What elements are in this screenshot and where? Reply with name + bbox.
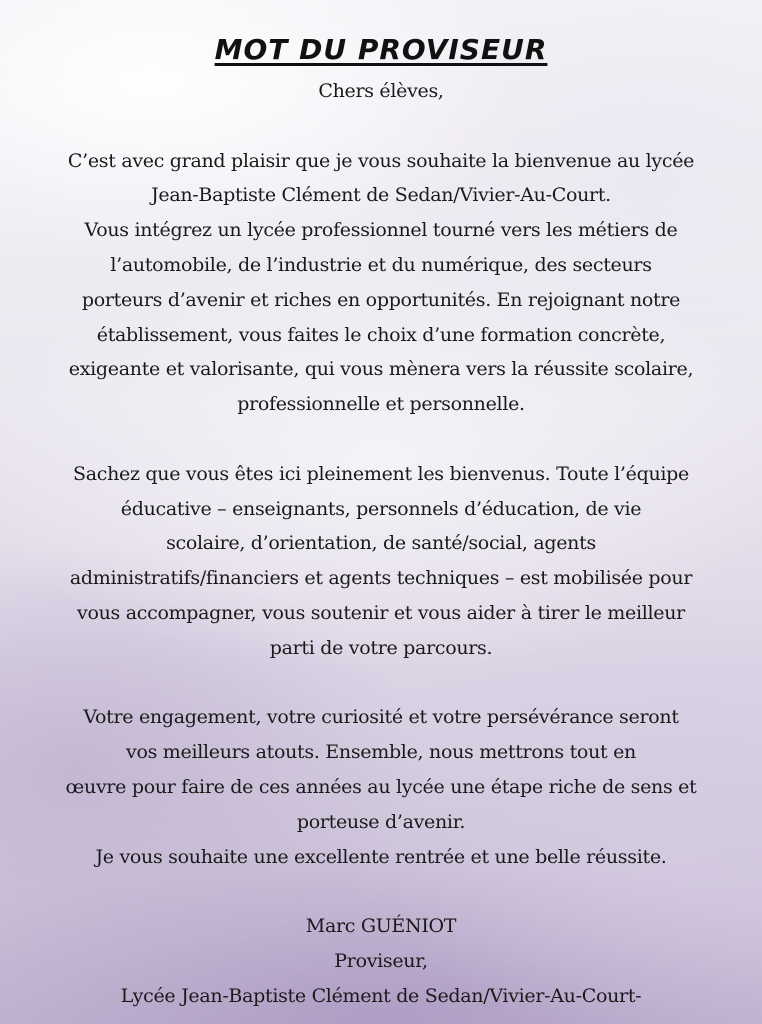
paragraph-line: parti de votre parcours. — [269, 636, 493, 659]
paragraph-gap — [14, 874, 748, 909]
paragraph-line: scolaire, d’orientation, de santé/social, agents — [166, 532, 596, 555]
paragraph-line: l’automobile, de l’industrie et du numérique, des secteurs — [110, 253, 652, 276]
paragraph-line: Vous intégrez un lycée professionnel tourné vers les métiers de — [84, 219, 678, 242]
signature-school: Lycée Jean-Baptiste Clément de Sedan/Vivier-Au-Court- — [120, 984, 642, 1007]
paragraph-gap — [14, 666, 748, 701]
paragraph-line: porteurs d’avenir et riches en opportunités. En rejoignant notre — [81, 288, 681, 311]
paragraph-welcome — [14, 144, 748, 422]
page-title: MOT DU PROVISEUR — [214, 33, 548, 66]
paragraph-line: vous accompagner, vous soutenir et vous aider à tirer le meilleur — [77, 601, 685, 624]
paragraph-line: établissement, vous faites le choix d’une formation concrète, — [96, 323, 666, 346]
paragraph-team — [14, 457, 748, 666]
paragraph-line: administratifs/financiers et agents techniques – est mobilisée pour — [69, 567, 693, 590]
paragraph-line: Jean-Baptiste Clément de Sedan/Vivier-Au-Court. — [151, 184, 611, 207]
paragraph-line: Votre engagement, votre curiosité et votre persévérance seront — [83, 706, 679, 729]
greeting: Chers élèves, — [318, 80, 444, 102]
signature-role: Proviseur, — [334, 949, 428, 972]
paragraph-line: professionnelle et personnelle. — [237, 393, 525, 416]
paragraph-line: exigeante et valorisante, qui vous mènera vers la réussite scolaire, — [68, 358, 694, 381]
signature-name: Marc GUÉNIOT — [305, 915, 457, 938]
paragraph-closing — [14, 700, 748, 874]
paragraph-line: Sachez que vous êtes ici pleinement les bienvenus. Toute l’équipe — [72, 462, 689, 485]
paragraph-line: œuvre pour faire de ces années au lycée une étape riche de sens et — [65, 775, 697, 798]
signature-block — [14, 909, 748, 1013]
paragraph-line: vos meilleurs atouts. Ensemble, nous mettrons tout en — [126, 741, 636, 764]
paragraph-line: Je vous souhaite une excellente rentrée et une belle réussite. — [95, 845, 667, 868]
paragraph-gap — [14, 422, 748, 457]
paragraph-gap — [14, 109, 748, 144]
paragraph-line: éducative – enseignants, personnels d’éducation, de vie — [120, 497, 642, 520]
paragraph-line: porteuse d’avenir. — [296, 810, 466, 833]
paragraph-line: C’est avec grand plaisir que je vous souhaite la bienvenue au lycée — [67, 149, 695, 172]
